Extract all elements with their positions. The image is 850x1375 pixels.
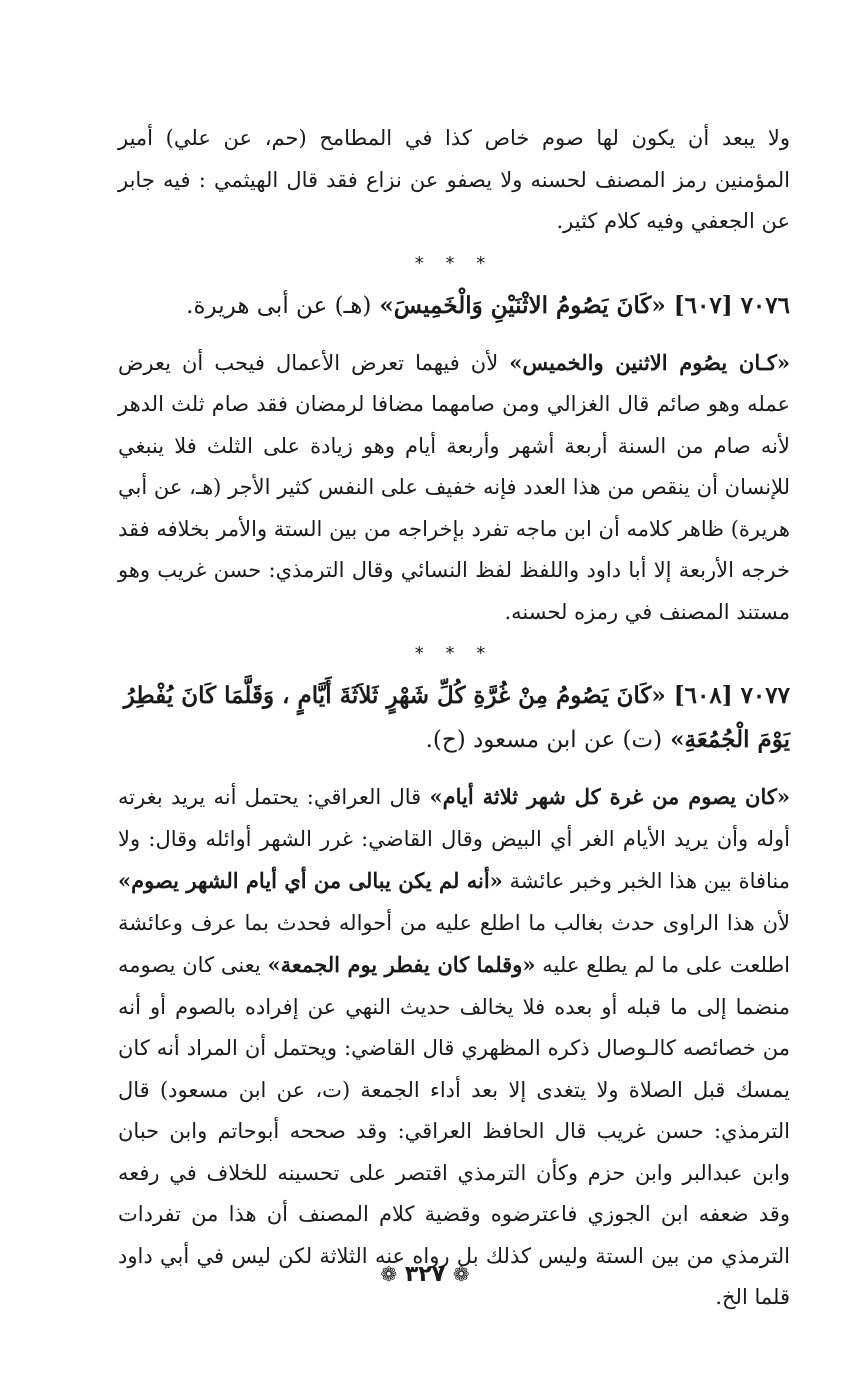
intro-text: ولا يبعد أن يكون لها صوم خاص كذا في المطامح (حم، عن علي) أمير المؤمنين رمز المصنف لحسنه ولا يصفو عن نزاع فقد قال الهيثمي : فيه جابر عن الجعفي وفيه كلام كثير. bbox=[118, 126, 790, 233]
commentary-7077 bbox=[118, 776, 790, 1319]
hadith-number: ٧٠٧٦ [٦٠٧] bbox=[673, 291, 790, 319]
intro-paragraph bbox=[118, 118, 790, 243]
commentary-quote: «كـان يصُوم الاثنين والخميس» bbox=[509, 349, 790, 375]
ornament-icon: ❁ bbox=[452, 1262, 470, 1286]
commentary-quote: «وقلما كان يفطر يوم الجمعة» bbox=[267, 952, 536, 977]
page-body bbox=[118, 118, 790, 1319]
hadith-text: «كَانَ يَصُومُ الاثْنَيْنِ وَالْخَمِيسَ» bbox=[379, 291, 666, 319]
commentary-text: لأن فيهما تعرض الأعمال فيحب أن يعرض عمله وهو صائم قال الغزالي ومن صامهما مضافا لرمضان فقد صام ثلث الدهر لأنه صام من السنة أربعة أشهر وأربعة أيام وهو زيادة على الثلث فلا ينبغي للإنسان أن ينقص من هذا العدد فإنه خفيف على النفس كثير الأجر (هـ، عن أبي هريرة) ظاهر كلامه أن ابن ماجه تفرد بإخراجه من بين الستة والأمر بخلافه فقد خرجه الأربعة إلا أبا داود واللفظ لفظ النسائي وقال الترمذي: حسن غريب وهو مستند المصنف في رمزه لحسنه. bbox=[118, 350, 790, 624]
hadith-7076 bbox=[118, 284, 790, 328]
commentary-text: يعنى كان يصومه منضما إلى ما قبله أو بعده فلا يخالف حديث النهي عن إفراده بالصوم أو أنه من خصائصه كالـوصال ذكره المظهري قال القاضي: ويحتمل أن المراد أنه كان يمسك قبل الصلاة ولا يتغدى إلا بعد أداء الجمعة (ت، عن ابن مسعود) قال الترمذي: حسن غريب قال الحافظ العراقي: وقد صححه أبوحاتم وابن حبان وابن عبدالبر وابن حزم وكأن الترمذي اقتصر على تحسينه للخلاف في رفعه وقد ضعفه ابن الجوزي فاعترضوه وقضية كلام المصنف أن هذا من تفردات الترمذي من بين الستة وليس كذلك بل رواه عنه الثلاثة لكن ليس في أبي داود قلما الخ. bbox=[118, 953, 790, 1309]
hadith-text: «كَانَ يَصُومُ مِنْ غُرَّةِ كُلِّ شَهْرٍ ثَلاَثَةَ أَيَّامٍ ، وَقَلَّمَا كَانَ يُفْطِرُ يَوْمَ الْجُمُعَةِ» bbox=[123, 682, 790, 753]
ornament-icon: ❁ bbox=[380, 1262, 398, 1286]
commentary-quote: «أنه لم يكن يبالى من أي أيام الشهر يصوم» bbox=[118, 868, 503, 893]
hadith-source: (هـ) عن أبى هريرة. bbox=[186, 292, 372, 319]
hadith-source: (ت) عن ابن مسعود (ح). bbox=[425, 727, 663, 753]
commentary-quote: «كان يصوم من غرة كل شهر ثلاثة أيام» bbox=[429, 784, 790, 809]
commentary-text: لأن هذا الراوى حدث بغالب ما اطلع عليه من أحواله فحدث بما عرف وعائشة اطلعت على ما لم يطلع عليه bbox=[118, 910, 791, 977]
commentary-7076 bbox=[118, 342, 790, 634]
page-number: ٣٢٧ bbox=[404, 1262, 446, 1287]
hadith-7077 bbox=[118, 674, 790, 762]
section-separator: * * * bbox=[414, 643, 494, 664]
hadith-number: ٧٠٧٧ [٦٠٨] bbox=[673, 682, 790, 709]
commentary-text: قال العراقي: يحتمل أنه يريد بغرته أوله وأن يريد الأيام الغر أي البيض وقال القاضي: غرر الشهر أوائله وقال: ولا منافاة بين هذا الخبر وخبر عائشة bbox=[118, 785, 790, 893]
page-number-footer bbox=[0, 1262, 850, 1287]
section-separator: * * * bbox=[414, 252, 494, 274]
